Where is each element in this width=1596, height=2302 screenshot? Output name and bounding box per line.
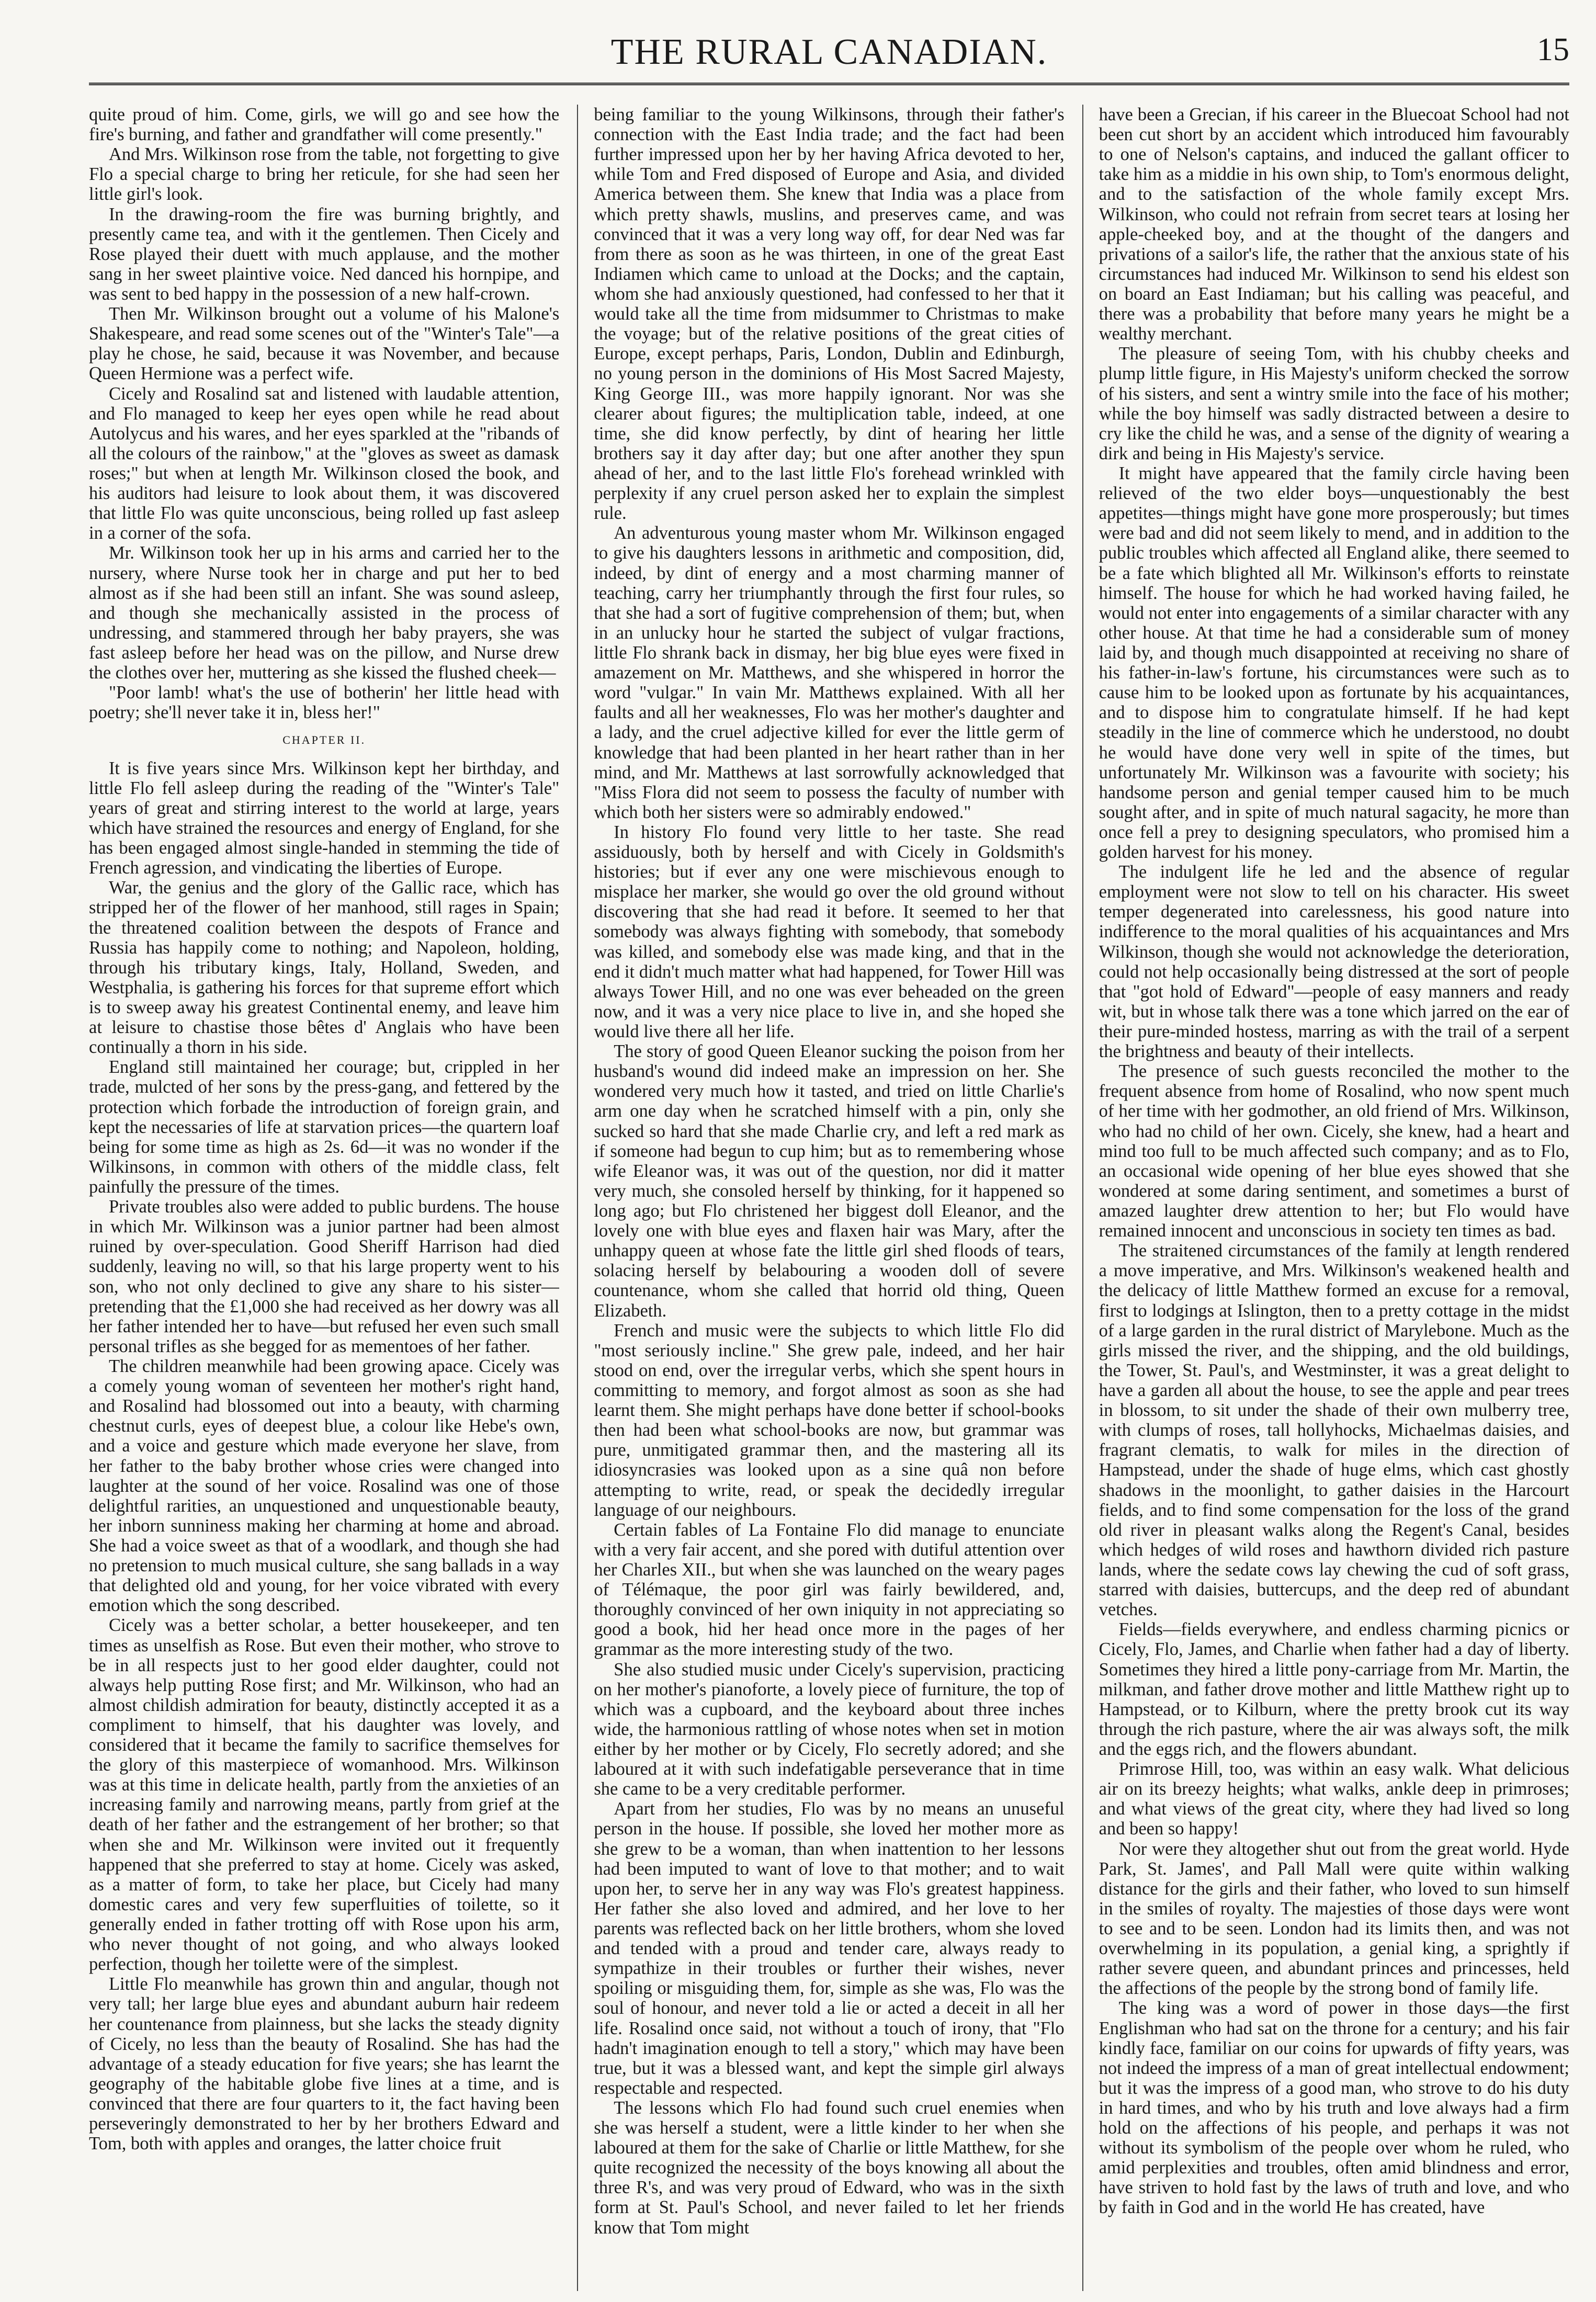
- paragraph: Certain fables of La Fontaine Flo did manage to enunciate with a very fair accent, and she pored with dutiful attention over her Charles XII., but when she was launched on the weary pages of Télémaque, the poor girl was fairly bewildered, and, thoroughly convinced of her own iniquity in not appreciating so good a book, hid her head once more in the pages of her grammar as the more interesting study of the two.: [594, 1519, 1065, 1660]
- page-number: 15: [1537, 32, 1569, 67]
- paragraph: Private troubles also were added to public burdens. The house in which Mr. Wilkinson was a junior partner had been almost ruined by over-speculation. Good Sheriff Harrison had died suddenly, leaving no will, so that his large property went to his son, who not only declined to give any share to his sister—pretending that the £1,000 she had received as her dowry was all her father intended her to have—but refused her even such small personal trifles as she begged for as mementoes of her father.: [89, 1197, 560, 1356]
- paragraph: being familiar to the young Wilkinsons, through their father's connection with the East India trade; and the fact had been further impressed upon her by her having Africa devoted to her, while Tom and Fred disposed of Europe and Asia, and divided America between them. She knew that India was a place from which pretty shawls, muslins, and preserves came, and was convinced that it was a very long way off, for dear Ned was far from there as soon as he was thirteen, in one of the great East Indiamen which came to unload at the Docks; and the captain, whom she had anxiously questioned, had confessed to her that it would take all the time from midsummer to Christmas to make the voyage; but of the relative positions of the great cities of Europe, except perhaps, Paris, London, Dublin and Edinburgh, no young person in the dominions of His Most Sacred Majesty, King George III., was more happily ignorant. Nor was she clearer about figures; the multiplication table, indeed, at one time, she did know perfectly, by dint of hearing her little brothers say it day after day; but one after another they spun ahead of her, and to the last little Flo's forehead wrinkled with perplexity if any cruel person asked her to explain the simplest rule.: [594, 105, 1065, 524]
- paragraph: It is five years since Mrs. Wilkinson kept her birthday, and little Flo fell asleep during the reading of the "Winter's Tale" years of great and stirring interest to the world at large, years which have strained the resources and energy of England, for she has been engaged almost single-handed in stemming the tide of French agression, and vindicating the liberties of Europe.: [89, 758, 560, 878]
- paragraph: It might have appeared that the family circle having been relieved of the two elder boys—unquestionably the best appetites—things might have gone more prosperously; but times were bad and did not seem likely to mend, and in addition to the public troubles which affected all England alike, there seemed to be a fate which blighted all Mr. Wilkinson's efforts to reinstate himself. The house for which he had worked having failed, he would not enter into engagements of a similar character with any other house. At that time he had a considerable sum of money laid by, and though much disappointed at receiving no share of his father-in-law's fortune, his circumstances were such as to cause him to be looked upon as fortunate by his acquaintances, and to dispose him to congratulate himself. If he had kept steadily in the line of commerce which he understood, no doubt he would have done very well in spite of the times, but unfortunately Mr. Wilkinson was a favourite with society; his handsome person and genial temper caused him to be much sought after, and in spite of much natural sagacity, he more than once fell a prey to designing speculators, who promised him a golden harvest for his money.: [1099, 463, 1569, 863]
- paragraph: Then Mr. Wilkinson brought out a volume of his Malone's Shakespeare, and read some scenes out of the "Winter's Tale"—a play he chose, he said, because it was November, and because Queen Hermione was a perfect wife.: [89, 304, 560, 384]
- paragraph: have been a Grecian, if his career in the Bluecoat School had not been cut short by an accident which introduced him favourably to one of Nelson's captains, and induced the gallant officer to take him as a middie in his own ship, to Tom's enormous delight, and to the satisfaction of the whole family except Mrs. Wilkinson, who could not refrain from secret tears at losing her apple-cheeked boy, and at the thought of the dangers and privations of a sailor's life, the rather that the anxious state of his circumstances had induced Mr. Wilkinson to send his eldest son on board an East Indiaman; but his calling was peaceful, and there was a probability that before many years he might be a wealthy merchant.: [1099, 105, 1569, 344]
- paragraph: "Poor lamb! what's the use of botherin' her little head with poetry; she'll never take it in, bless her!": [89, 683, 560, 723]
- paragraph: In history Flo found very little to her taste. She read assiduously, both by herself and with Cicely in Goldsmith's histories; but if ever any one were mischievous enough to misplace her marker, she would go over the old ground without discovering that she had read it before. It seemed to her that somebody was always fighting with somebody, that somebody was killed, and somebody else was made king, and that in the end it didn't much matter what had happened, for Tower Hill was always Tower Hill, and no one was ever beheaded on the green now, and it was a very nice place to live in, and she hoped she would live there all her life.: [594, 822, 1065, 1042]
- text-columns: [89, 105, 1569, 2291]
- paragraph: The indulgent life he led and the absence of regular employment were not slow to tell on his character. His sweet temper degenerated into carelessness, his good nature into indifference to the moral qualities of his acquaintances and Mrs Wilkinson, though she would not acknowledge the deterioration, could not help occasionally being distressed at the sort of people that "got hold of Edward"—people of easy manners and ready wit, but in whose talk there was a tone which jarred on the ear of their pure-minded hostess, marring as with the trail of a serpent the brightness and beauty of their intellects.: [1099, 862, 1569, 1062]
- paragraph: Fields—fields everywhere, and endless charming picnics or Cicely, Flo, James, and Charlie when father had a day of liberty. Sometimes they hired a little pony-carriage from Mr. Martin, the milkman, and father drove mother and little Matthew right up to Hampstead, or to Kilburn, where the pretty brook cut its way through the rich pasture, where the air was always soft, the milk and the eggs rich, and the flowers abundant.: [1099, 1619, 1569, 1759]
- paragraph: England still maintained her courage; but, crippled in her trade, mulcted of her sons by the press-gang, and fettered by the protection which forbade the introduction of foreign grain, and kept the necessaries of life at starvation prices—the quartern loaf being for some time as high as 2s. 6d—it was no wonder if the Wilkinsons, in common with others of the middle class, felt painfully the pressure of the times.: [89, 1057, 560, 1197]
- paragraph: quite proud of him. Come, girls, we will go and see how the fire's burning, and father and grandfather will come presently.": [89, 105, 560, 145]
- paragraph: The children meanwhile had been growing apace. Cicely was a comely young woman of seventeen her mother's right hand, and Rosalind had blossomed out into a beauty, with charming chestnut curls, eyes of deepest blue, a colour like Hebe's own, and a voice and gesture which made everyone her slave, from her father to the baby brother whose cries were changed into laughter at the sound of her voice. Rosalind was one of those delightful rarities, an unquestioned and unquestionable beauty, her inborn sunniness making her charming at home and abroad. She had a voice sweet as that of a woodlark, and though she had no pretension to much musical culture, she sang ballads in a way that delighted old and young, for her voice vibrated with every emotion which the song described.: [89, 1356, 560, 1616]
- paragraph: Little Flo meanwhile has grown thin and angular, though not very tall; her large blue eyes and abundant auburn hair redeem her countenance from plainness, but she lacks the steady dignity of Cicely, no less than the beauty of Rosalind. She has had the advantage of a steady education for five years; she has learnt the geography of the habitable globe five lines at a time, and is convinced that there are four quarters to it, the fact having been perseveringly demonstrated to her by her brothers Edward and Tom, both with apples and oranges, the latter choice fruit: [89, 1974, 560, 2154]
- header-rule: [89, 83, 1569, 85]
- paragraph: French and music were the subjects to which little Flo did "most seriously incline." She grew pale, indeed, and her hair stood on end, over the irregular verbs, which she spent hours in committing to memory, and forgot almost as soon as she had learnt them. She might perhaps have done better if school-books then had been what school-books are now, but grammar was pure, unmitigated grammar then, and the mastering all its idiosyncrasies was looked upon as a sine quâ non before attempting to write, read, or speak the decidedly irregular language of our neighbours.: [594, 1320, 1065, 1520]
- paragraph: Cicely and Rosalind sat and listened with laudable attention, and Flo managed to keep her eyes open while he read about Autolycus and his wares, and her eyes sparkled at the "ribands of all the colours of the rainbow," at the "gloves as sweet as damask roses;" but when at length Mr. Wilkinson closed the book, and his auditors had leisure to look about them, it was discovered that little Flo was quite unconscious, being rolled up fast asleep in a corner of the sofa.: [89, 383, 560, 543]
- paragraph: Cicely was a better scholar, a better housekeeper, and ten times as unselfish as Rose. But even their mother, who strove to be in all respects just to her good elder daughter, could not always help putting Rose first; and Mr. Wilkinson, who had an almost childish admiration for beauty, distinctly accepted it as a compliment to himself, that his daughter was lovely, and considered that it became the family to sacrifice themselves for the glory of this masterpiece of womanhood. Mrs. Wilkinson was at this time in delicate health, partly from the anxieties of an increasing family and narrowing means, partly from grief at the death of her father and the estrangement of her brother; so that when she and Mr. Wilkinson were invited out it frequently happened that she preferred to stay at home. Cicely was asked, as a matter of form, to take her place, but Cicely had many domestic cares and very few superfluities of toilette, so it generally ended in father trotting off with Rose upon his arm, who never thought of not going, and who always looked perfection, though her toilette were of the simplest.: [89, 1615, 560, 1975]
- newspaper-page: [89, 21, 1590, 2291]
- publication-title: THE RURAL CANADIAN.: [610, 32, 1048, 72]
- paragraph: She also studied music under Cicely's supervision, practicing on her mother's pianoforte, a lovely piece of furniture, the top of which was a cupboard, and the keyboard about three inches wide, the harmonious rattling of whose notes when set in motion either by her mother or by Cicely, Flo secretly adored; and she laboured at it with such indefatigable perseverance that in time she came to be a very creditable performer.: [594, 1659, 1065, 1799]
- paragraph: Primrose Hill, too, was within an easy walk. What delicious air on its breezy heights; what walks, ankle deep in primroses; and what views of the great city, where they had lived so long and been so happy!: [1099, 1759, 1569, 1839]
- paragraph: The straitened circumstances of the family at length rendered a move imperative, and Mrs. Wilkinson's weakened health and the delicacy of little Matthew formed an excuse for a removal, first to lodgings at Islington, then to a pretty cottage in the midst of a large garden in the rural district of Marylebone. Much as the girls missed the river, and the shipping, and the old buildings, the Tower, St. Paul's, and Westminster, it was a great delight to have a garden all about the house, to see the apple and pear trees in blossom, to sit under the shade of their own mulberry tree, with clumps of roses, tall hollyhocks, Michaelmas daisies, and fragrant clematis, to walk for miles in the direction of Hampstead, under the shade of huge elms, which cast ghostly shadows in the moonlight, to gather daisies in the Harcourt fields, and to find some compensation for the loss of the grand old river in pleasant walks along the Regent's Canal, besides which hedges of wild roses and hawthorn divided rich pasture lands, where the sedate cows lay chewing the cud of soft grass, starred with daisies, buttercups, and the deep red of abundant vetches.: [1099, 1241, 1569, 1620]
- column-1: [89, 105, 559, 2291]
- paragraph: An adventurous young master whom Mr. Wilkinson engaged to give his daughters lessons in arithmetic and composition, did, indeed, by dint of energy and a most charming manner of teaching, carry her triumphantly through the first four rules, so that she had a sort of fugitive comprehension of them; but, when in an unlucky hour he started the subject of vulgar fractions, little Flo shrank back in dismay, her big blue eyes were fixed in amazement on Mr. Matthews, and she whispered in horror the word "vulgar." In vain Mr. Matthews explained. With all her faults and all her weaknesses, Flo was her mother's daughter and a lady, and the cruel adjective killed for ever the little germ of knowledge that had been planted in her heart rather than in her mind, and Mr. Matthews at last sorrowfully acknowledged that "Miss Flora did not seem to possess the faculty of number with which both her sisters were so admirably endowed.": [594, 523, 1065, 822]
- paragraph: Nor were they altogether shut out from the great world. Hyde Park, St. James', and Pall Mall were quite within walking distance for the girls and their father, who loved to sun himself in the smiles of royalty. The majesties of those days were wont to see and to be seen. London had its limits then, and was not overwhelming in its population, a genial king, a sprightly if rather severe queen, and abundant princes and princesses, held the affections of the people by the strong bond of family life.: [1099, 1839, 1569, 1999]
- column-3: [1082, 105, 1569, 2291]
- paragraph: And Mrs. Wilkinson rose from the table, not forgetting to give Flo a special charge to bring her reticule, for she had seen her little girl's look.: [89, 144, 560, 205]
- paragraph: In the drawing-room the fire was burning brightly, and presently came tea, and with it the gentlemen. Then Cicely and Rose played their duett with much applause, and the mother sang in her sweet plaintive voice. Ned danced his hornpipe, and was sent to bed happy in the possession of a new half-crown.: [89, 204, 560, 304]
- paragraph: Mr. Wilkinson took her up in his arms and carried her to the nursery, where Nurse took her in charge and put her to bed almost as if she had been still an infant. She was sound asleep, and though she mechanically assisted in the process of undressing, and stammered through her baby prayers, she was fast asleep before her head was on the pillow, and Nurse drew the clothes over her, muttering as she kissed the flushed cheek—: [89, 543, 560, 683]
- paragraph: War, the genius and the glory of the Gallic race, which has stripped her of the flower of her manhood, still rages in Spain; the threatened coalition between the despots of France and Russia has happily come to nothing; and Napoleon, holding, through his tributary kings, Italy, Holland, Sweden, and Westphalia, is gathering his forces for that supreme effort which is to sweep away his greatest Continental enemy, and leave him at leisure to chastise those bêtes d' Anglais who have been continually a thorn in his side.: [89, 878, 560, 1058]
- chapter-heading: CHAPTER II.: [282, 733, 366, 747]
- paragraph: The lessons which Flo had found such cruel enemies when she was herself a student, were a little kinder to her when she laboured at them for the sake of Charlie or little Matthew, for she quite recognized the necessity of the boys knowing all about the three R's, and was very proud of Edward, who was in the sixth form at St. Paul's School, and never failed to let her friends know that Tom might: [594, 2097, 1065, 2238]
- paragraph: Apart from her studies, Flo was by no means an unuseful person in the house. If possible, she loved her mother more as she grew to be a woman, than when inattention to her lessons had been imputed to want of love to that mother; and to wait upon her, to serve her in any way was Flo's greatest happiness. Her father she also loved and admired, and her love to her parents was reflected back on her little brothers, whom she loved and tended with a proud and tender care, always ready to sympathize in their troubles or further their wishes, never spoiling or misguiding them, for, simple as she was, Flo was the soul of honour, and never told a lie or acted a deceit in all her life. Rosalind once said, not without a touch of irony, that "Flo hadn't imagination enough to tell a story," which may have been true, but it was a blessed want, and kept the simple girl always respectable and respected.: [594, 1799, 1065, 2098]
- paragraph: The story of good Queen Eleanor sucking the poison from her husband's wound did indeed make an impression on her. She wondered very much how it tasted, and tried on little Charlie's arm one day when he scratched himself with a pin, only she sucked so hard that she made Charlie cry, and left a red mark as if someone had begun to cup him; but as to remembering whose wife Eleanor was, it was out of the question, nor did it matter very much, she consoled herself by thinking, for it happened so long ago; but Flo christened her biggest doll Eleanor, and the lovely one with blue eyes and flaxen hair was Mary, after the unhappy queen at whose fate the little girl shed floods of tears, solacing herself by belabouring a wooden doll of severe countenance, whom she called that horrid old thing, Queen Elizabeth.: [594, 1041, 1065, 1321]
- page-header: [89, 21, 1590, 89]
- paragraph: The presence of such guests reconciled the mother to the frequent absence from home of Rosalind, who now spent much of her time with her godmother, an old friend of Mrs. Wilkinson, who had no child of her own. Cicely, she knew, had a heart and mind too full to be much affected such company; and as to Flo, an occasional wide opening of her blue eyes showed that she wondered at some daring sentiment, and sometimes a burst of amazed laughter drew attention to her; but Flo would have remained innocent and unconscious in society ten times as bad.: [1099, 1061, 1569, 1241]
- paragraph: The king was a word of power in those days—the first Englishman who had sat on the throne for a century; and his fair kindly face, familiar on our coins for upwards of fifty years, was not indeed the impress of a man of great intellectual endowment; but it was the impress of a good man, who strove to do his duty in hard times, and who by his truth and love always had a firm hold on the affections of his people, and perhaps it was not without its symbolism of the people over whom he ruled, who amid perplexities and troubles, often amid blindness and error, have striven to hold fast by the laws of truth and love, and who by faith in God and in the world He has created, have: [1099, 1998, 1569, 2218]
- column-2: [577, 105, 1064, 2291]
- paragraph: The pleasure of seeing Tom, with his chubby cheeks and plump little figure, in His Majesty's uniform checked the sorrow of his sisters, and sent a wintry smile into the face of his mother; while the boy himself was sadly distracted between a desire to cry like the child he was, and a sense of the dignity of wearing a dirk and being in His Majesty's service.: [1099, 344, 1569, 463]
